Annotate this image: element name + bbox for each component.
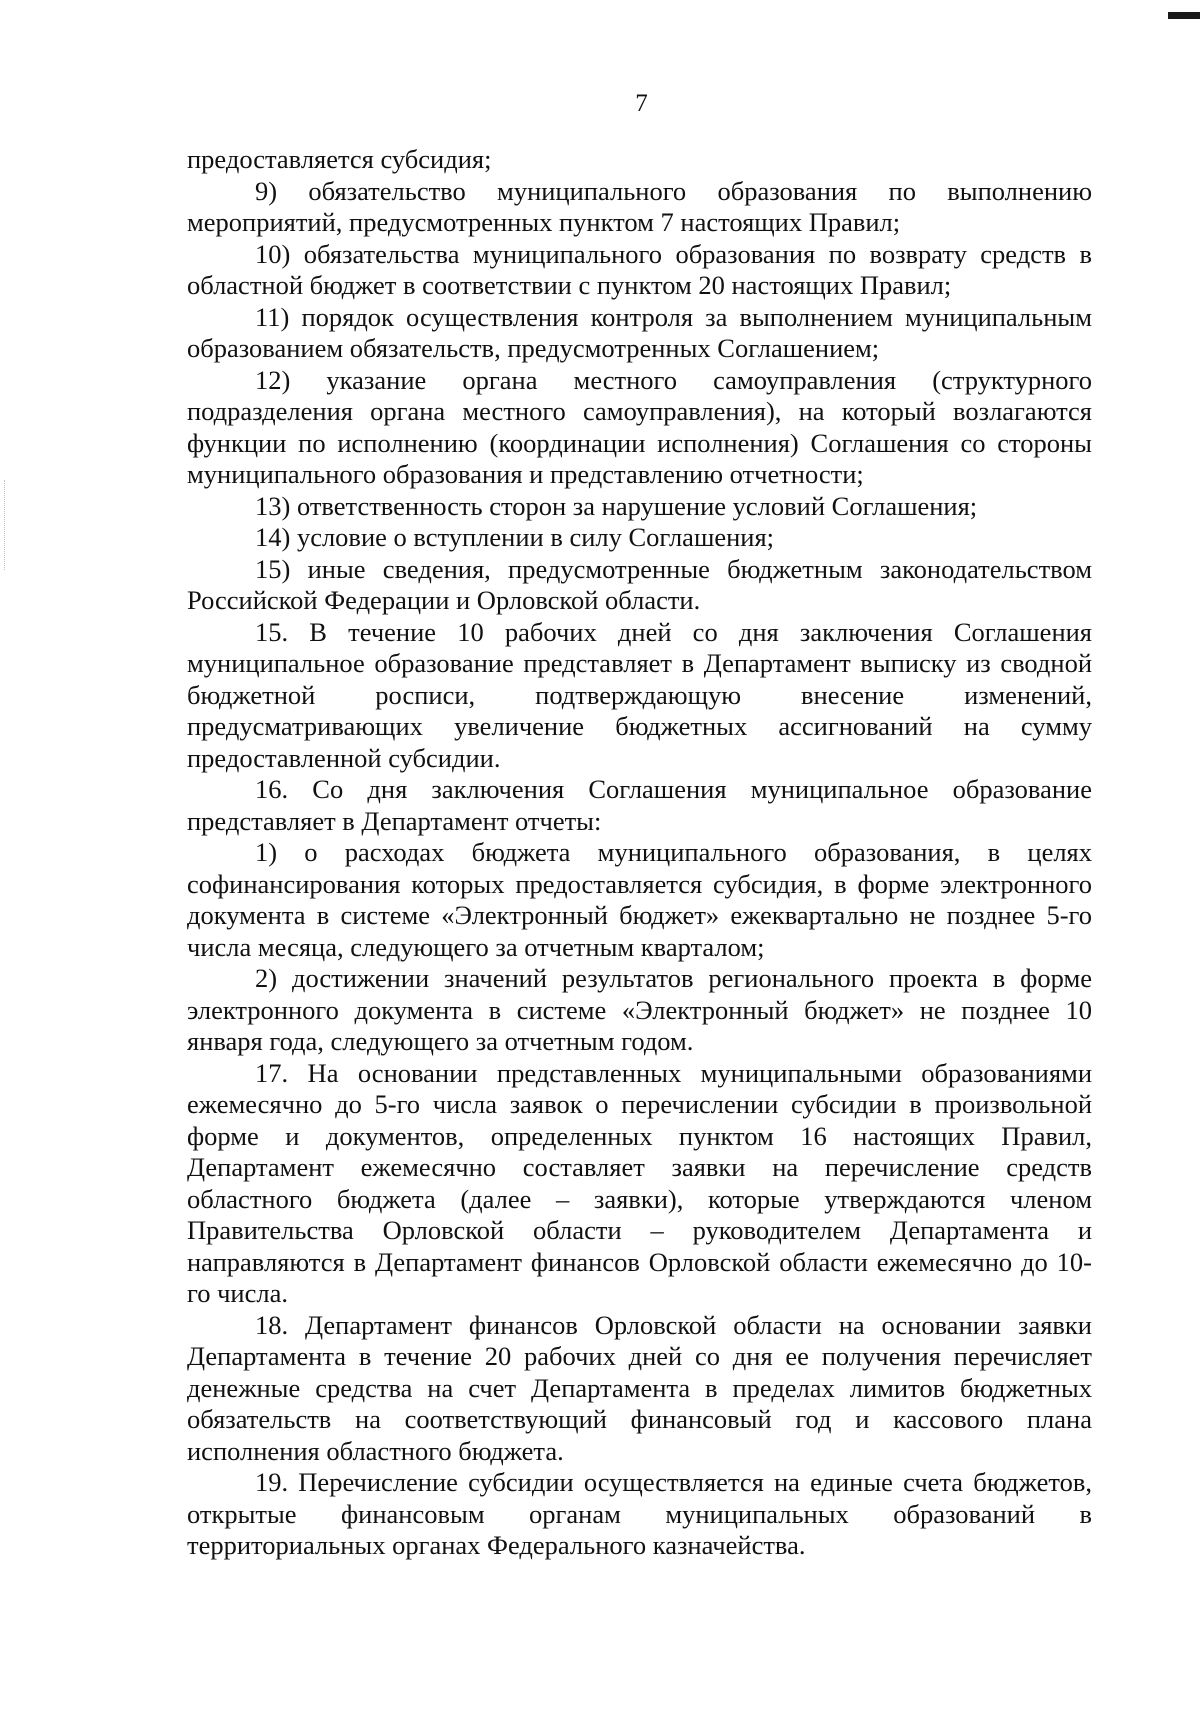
paragraph-clause-15: 15. В течение 10 рабочих дней со дня заключения Соглашения муниципальное образование представляет в Департамент выписку из сводной бюджетной росписи, подтверждающую внесение изменений, предусматривающих увеличение бюджетных ассигнований на сумму предоставленной субсидии. <box>187 616 1092 773</box>
paragraph-continuation: предоставляется субсидия; <box>187 144 492 174</box>
paragraph-item-15: 15) иные сведения, предусмотренные бюджетным законодательством Российской Федерации и Орловской области. <box>187 553 1092 615</box>
page-number: 7 <box>635 90 648 117</box>
paragraph-clause-16-item-2: 2) достижении значений результатов регионального проекта в форме электронного документа в системе «Электронный бюджет» не позднее 10 января года, следующего за отчетным годом. <box>187 963 1092 1056</box>
paragraph-item-14: 14) условие о вступлении в силу Соглашения; <box>255 522 775 552</box>
paragraph-item-13: 13) ответственность сторон за нарушение условий Соглашения; <box>255 490 978 521</box>
paragraph-clause-16: 16. Со дня заключения Соглашения муниципальное образование представляет в Департамент отчеты: <box>187 774 1092 836</box>
paragraph-clause-18: 18. Департамент финансов Орловской области на основании заявки Департамента в течение 20 рабочих дней со дня ее получения перечисляет денежные средства на счет Департамента в пределах лимитов бюджетных обязательств на соответствующий финансовый год и кассового плана исполнения областного бюджета. <box>187 1309 1092 1466</box>
paragraph-clause-16-item-1: 1) о расходах бюджета муниципального образования, в целях софинансирования которых предоставляется субсидия, в форме электронного документа в системе «Электронный бюджет» ежеквартально не позднее 5-го числа месяца, следующего за отчетным кварталом; <box>187 837 1092 962</box>
paragraph-item-11: 11) порядок осуществления контроля за выполнением муниципальным образованием обязательств, предусмотренных Соглашением; <box>187 301 1092 363</box>
paragraph-item-10: 10) обязательства муниципального образования по возврату средств в областной бюджет в соответствии с пунктом 20 настоящих Правил; <box>187 238 1092 300</box>
paragraph-item-9: 9) обязательство муниципального образования по выполнению мероприятий, предусмотренных пунктом 7 настоящих Правил; <box>187 175 1092 237</box>
document-body <box>187 144 1092 1562</box>
scan-edge-mark <box>1168 12 1200 19</box>
paragraph-clause-17: 17. На основании представленных муниципальными образованиями ежемесячно до 5-го числа заявок о перечислении субсидии в произвольной форме и документов, определенных пунктом 16 настоящих Правил, Департамент ежемесячно составляет заявки на перечисление средств областного бюджета (далее – заявки), которые утверждаются членом Правительства Орловской области – руководителем Департамента и направляются в Департамент финансов Орловской области ежемесячно до 10-го числа. <box>187 1057 1092 1308</box>
paragraph-clause-19: 19. Перечисление субсидии осуществляется на единые счета бюджетов, открытые финансовым органам муниципальных образований в территориальных органах Федерального казначейства. <box>187 1467 1092 1560</box>
scan-artifact <box>4 480 7 570</box>
paragraph-item-12: 12) указание органа местного самоуправления (структурного подразделения органа местного самоуправления), на который возлагаются функции по исполнению (координации исполнения) Соглашения со стороны муниципального образования и представлению отчетности; <box>187 364 1092 489</box>
